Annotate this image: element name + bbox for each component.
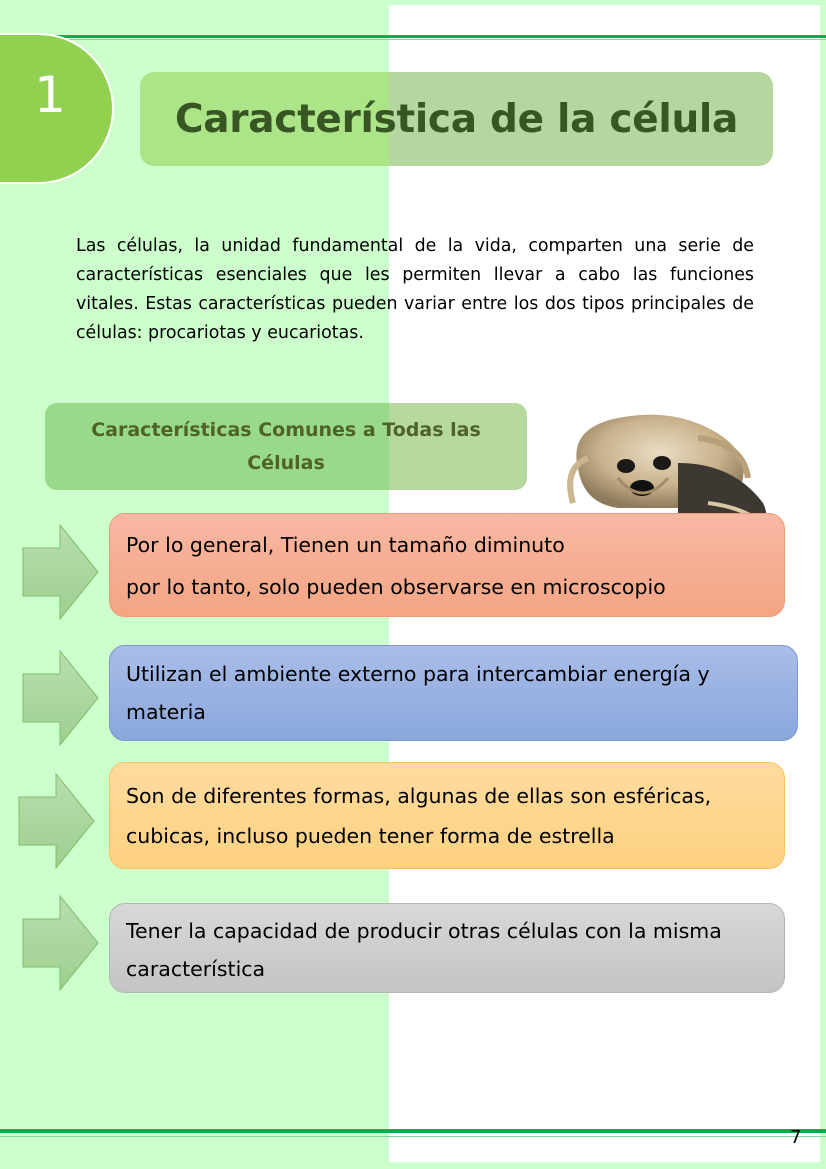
bottom-rule [0,1129,826,1133]
top-rule-thin [0,39,826,40]
common-heading-box [45,403,527,490]
intro-paragraph: Las células, la unidad fundamental de la vida, comparten una serie de características esenciales que les permiten llevar a cabo las funciones vitales. Estas características pueden variar entre los dos tipos principales de células: procariotas y eucariotas. [76,236,754,343]
card-text: por lo tanto, solo pueden observarse en microscopio [126,575,666,599]
card-text: Utilizan el ambiente externo para intercambiar energía y materia [126,662,710,724]
arrow-right-icon [22,895,100,991]
common-heading: Características Comunes a Todas las Células [91,418,481,474]
title-banner [140,72,773,166]
arrow-right-icon [22,524,100,620]
characteristic-card-exchange [109,645,798,741]
card-text: Tener la capacidad de producir otras células con la misma característica [126,919,722,981]
card-text: Son de diferentes formas, algunas de ellas son esféricas, cubicas, incluso pueden tener forma de estrella [126,784,712,848]
section-number: 1 [34,66,66,124]
characteristic-card-shapes [109,762,785,869]
page-number: 7 [790,1127,802,1148]
arrow-right-icon [22,650,100,746]
characteristic-card-size [109,513,785,617]
arrow-right-icon [18,773,96,869]
top-rule [0,35,826,38]
bottom-rule-thin [0,1136,826,1137]
card-text: Por lo general, Tienen un tamaño diminuto [126,533,565,557]
characteristic-card-reproduction [109,903,785,993]
page-title: Característica de la célula [174,96,739,142]
